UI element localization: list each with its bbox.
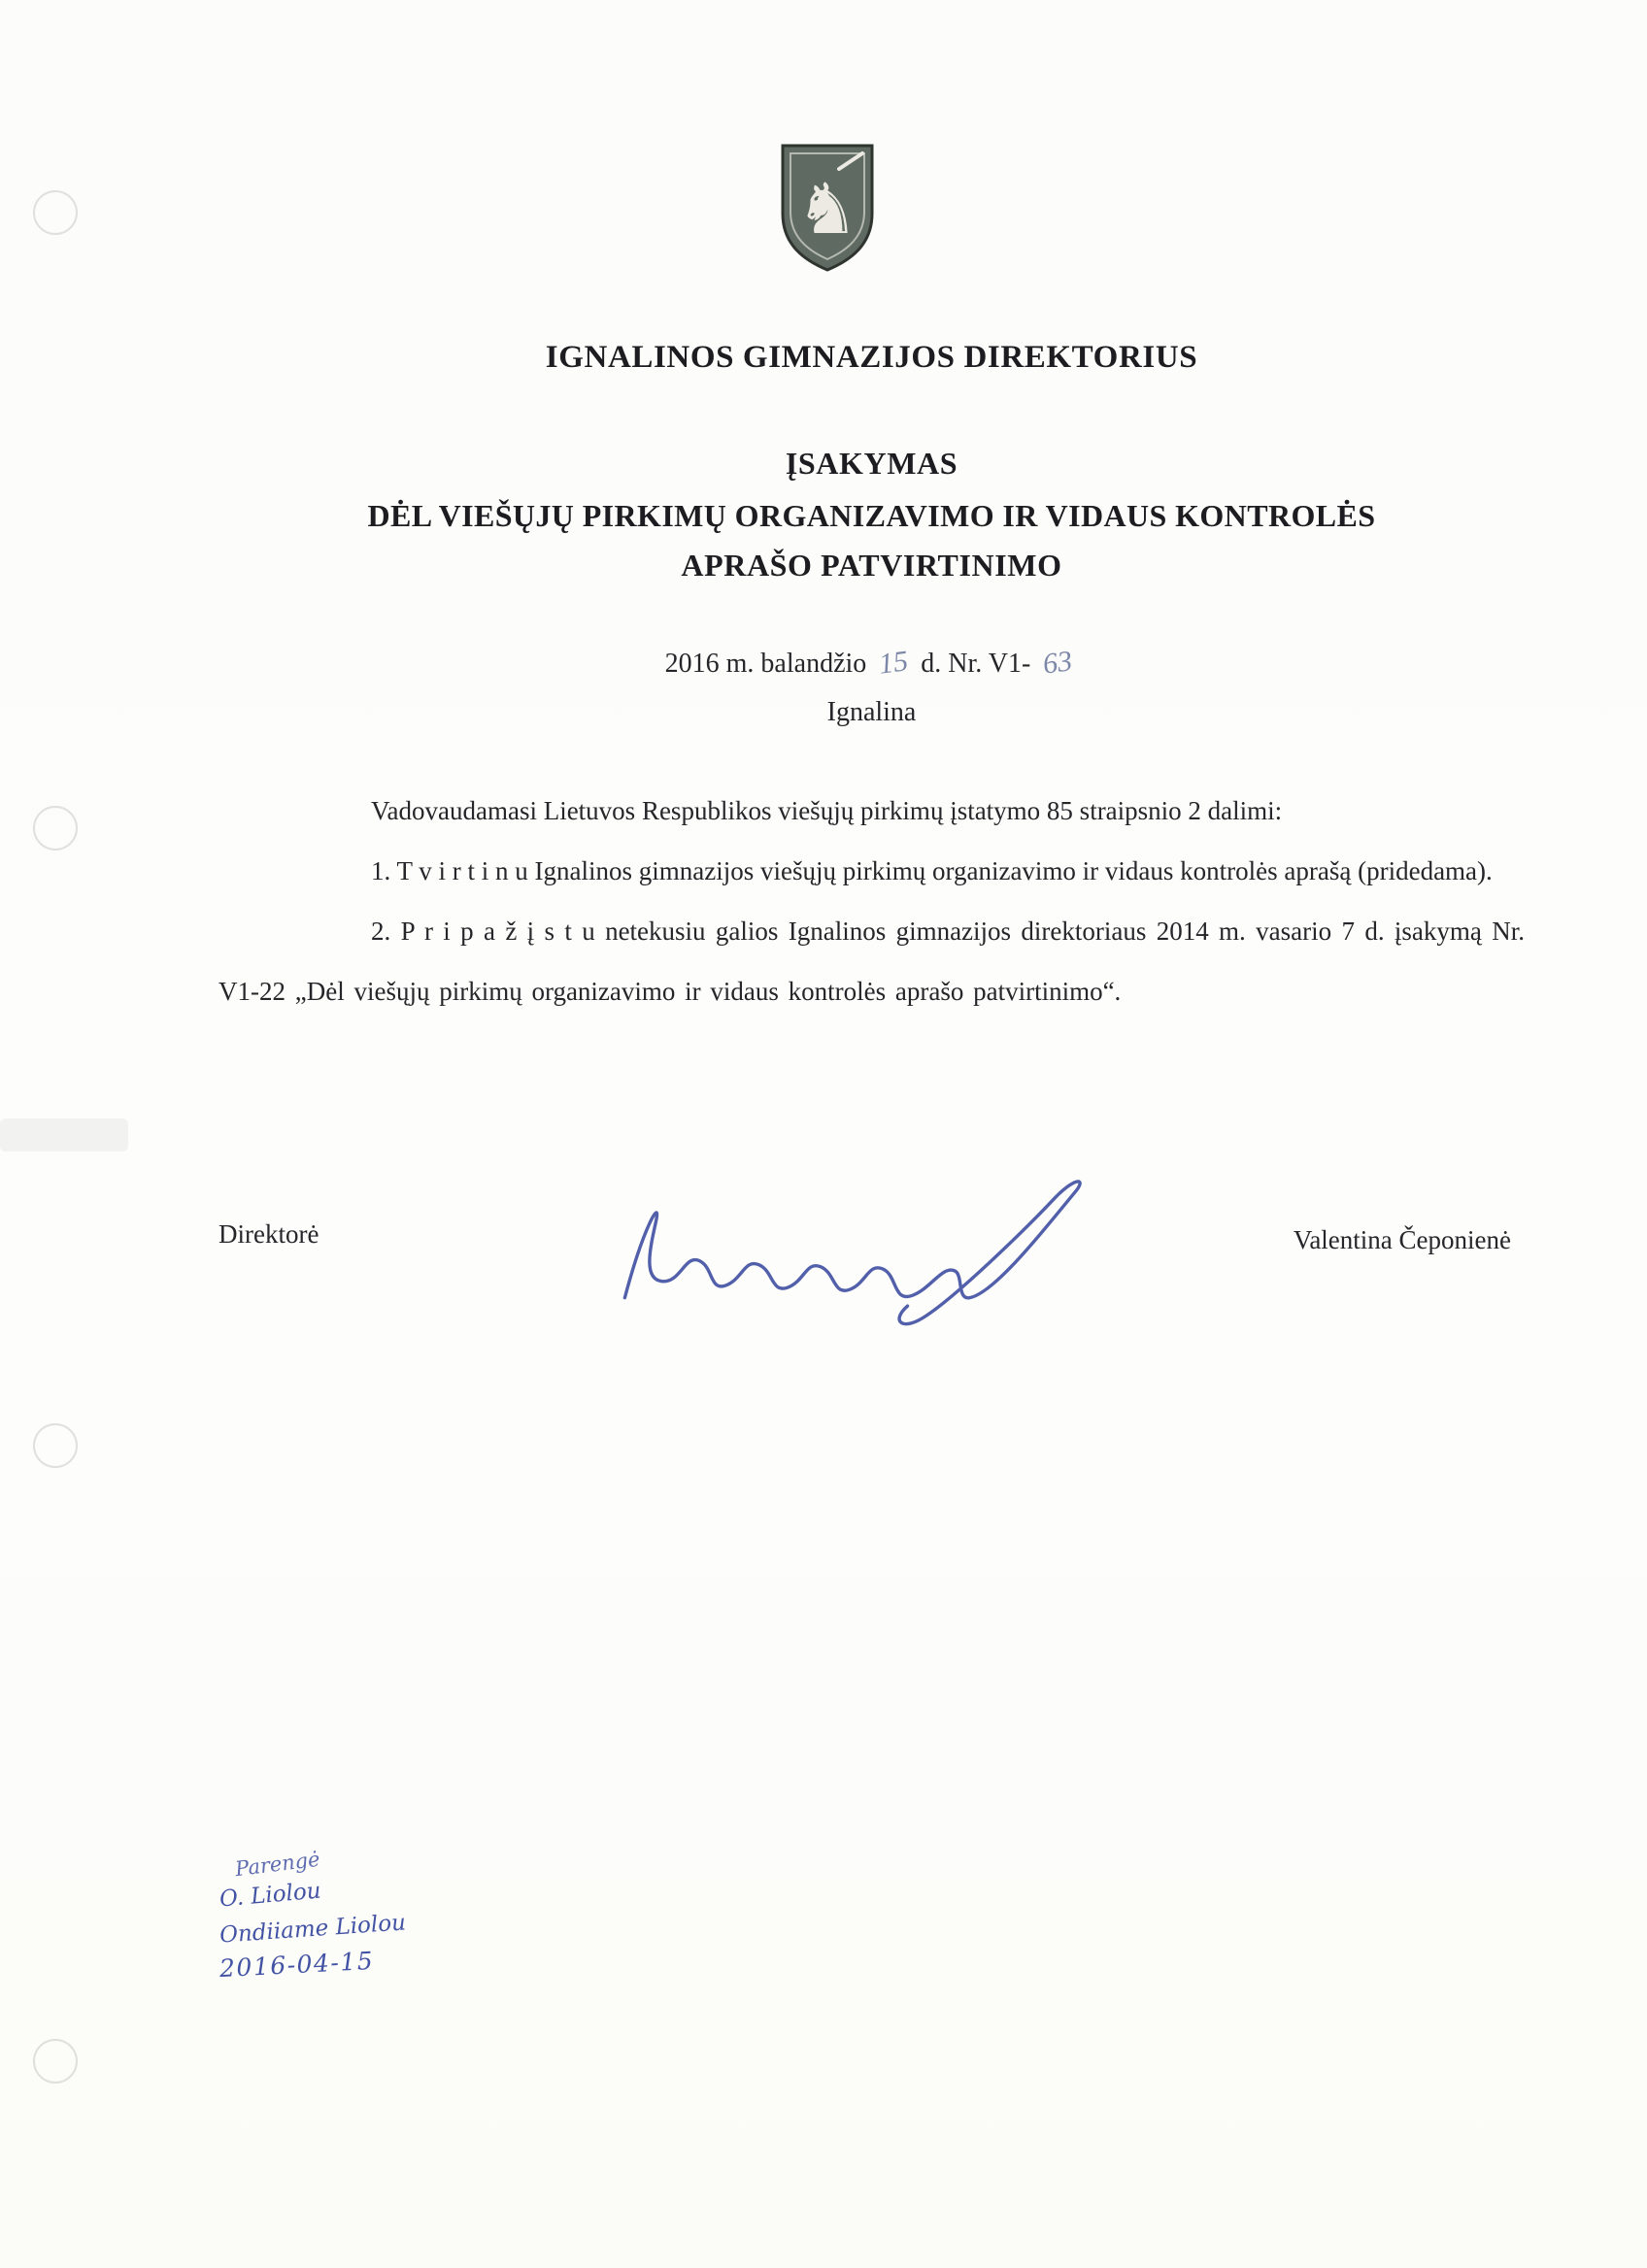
body-intro-paragraph: Vadovaudamasi Lietuvos Respublikos viešųjų pirkimų įstatymo 85 straipsnio 2 dalimi: (371, 796, 1283, 825)
body-item-1: 1. T v i r t i n u Ignalinos gimnazijos viešųjų pirkimų organizavimo ir vidaus kontrolės aprašą (pridedama). (371, 856, 1493, 885)
handwritten-day: 15 (877, 645, 911, 681)
date-middle: d. Nr. V1- (921, 649, 1031, 679)
signature-scribble-icon (602, 1161, 1097, 1346)
body-item-2: 2. P r i p a ž į s t u netekusiu galios Ignalinos gimnazijos direktoriaus 2014 m. vasario 7 d. įsakymą Nr. V1-22 „Dėl viešųjų pirkimų organizavimo ir vidaus kontrolės aprašo patvirtinimo“. (218, 917, 1525, 1006)
signer-position-label: Direktorė (218, 1219, 319, 1249)
handwritten-note-line: Parengė (233, 1847, 321, 1882)
svg-text:♞: ♞ (795, 168, 859, 250)
signer-name: Valentina Čeponienė (1293, 1225, 1511, 1254)
handwritten-note-line: Ondiiame Liolou (218, 1910, 407, 1949)
handwritten-order-number: 63 (1041, 645, 1075, 681)
institution-title: IGNALINOS GIMNAZIJOS DIREKTORIUS (545, 340, 1198, 375)
document-type-title: ĮSAKYMAS (785, 446, 958, 481)
subject-line-1: DĖL VIEŠŲJŲ PIRKIMŲ ORGANIZAVIMO IR VIDAUS KONTROLĖS (367, 498, 1376, 533)
date-prefix: 2016 m. balandžio (664, 649, 867, 679)
punch-hole-mark (33, 190, 78, 235)
handwritten-note-line: O. Liolou (218, 1878, 322, 1913)
punch-hole-mark (33, 2039, 78, 2084)
dateline (218, 647, 1525, 680)
punch-hole-mark (33, 1423, 78, 1468)
scan-artifact-band (0, 1118, 128, 1151)
place-name: Ignalina (826, 697, 917, 727)
handwritten-note-date: 2016-04-15 (218, 1946, 375, 1984)
subject-line-2: APRAŠO PATVIRTINIMO (681, 548, 1062, 583)
handwritten-signature (602, 1161, 1097, 1346)
handwritten-notes-block (218, 1847, 407, 1984)
vytis-shield-icon (777, 142, 878, 274)
document-body (218, 781, 1525, 1021)
coat-of-arms-icon (777, 142, 878, 274)
punch-hole-mark (33, 806, 78, 850)
